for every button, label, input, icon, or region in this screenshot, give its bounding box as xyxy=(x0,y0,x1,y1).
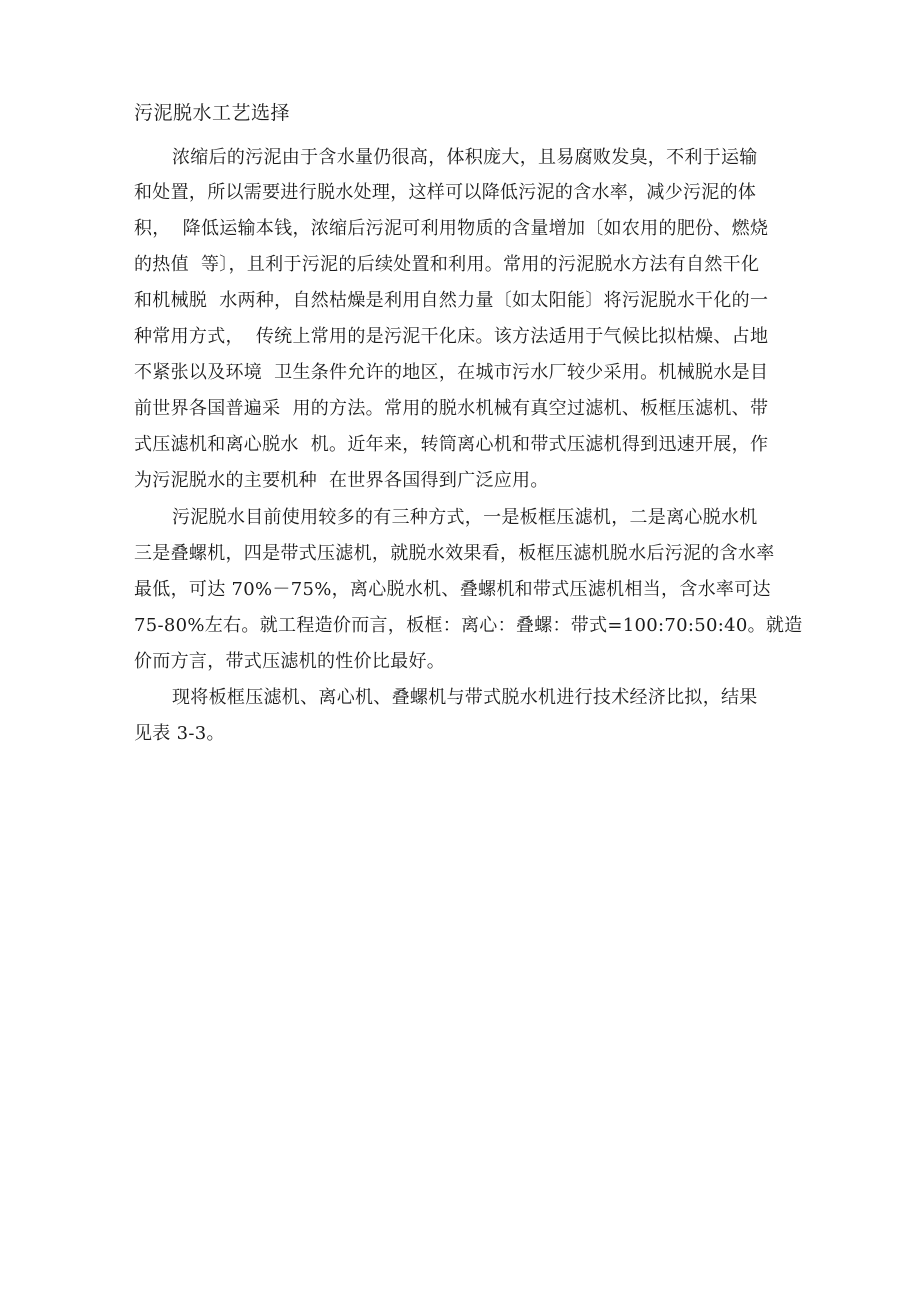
paragraph-1-line-3: 积， 降低运输本钱，浓缩后污泥可利用物质的含量增加〔如农用的肥份、燃烧 xyxy=(134,218,769,239)
document-title: 污泥脱水工艺选择 xyxy=(134,102,291,124)
paragraph-1-line-7: 不紧张以及环境 卫生条件允许的地区，在城市污水厂较少采用。机械脱水是目 xyxy=(134,362,769,383)
paragraph-1-line-2: 和处置，所以需要进行脱水处理，这样可以降低污泥的含水率，减少污泥的体 xyxy=(134,182,757,203)
paragraph-3-line-1: 现将板框压滤机、离心机、叠螺机与带式脱水机进行技术经济比拟，结果 xyxy=(172,687,758,708)
paragraph-3-line-2: 见表 3-3。 xyxy=(134,723,225,744)
paragraph-2-line-5: 价而方言，带式压滤机的性价比最好。 xyxy=(134,651,446,672)
paragraph-1-line-8: 前世界各国普遍采 用的方法。常用的脱水机械有真空过滤机、板框压滤机、带 xyxy=(134,398,769,419)
paragraph-1-line-5: 和机械脱 水两种，自然枯燥是利用自然力量〔如太阳能〕将污泥脱水干化的一 xyxy=(134,290,769,311)
paragraph-2-line-4: 75-80%左右。就工程造价而言，板框：离心：叠螺：带式=100:70:50:40。就造 xyxy=(134,615,803,636)
paragraph-1-line-10: 为污泥脱水的主要机种 在世界各国得到广泛应用。 xyxy=(134,470,549,491)
paragraph-2-line-1: 污泥脱水目前使用较多的有三种方式，一是板框压滤机，二是离心脱水机 xyxy=(172,507,758,528)
paragraph-1-line-6: 种常用方式， 传统上常用的是污泥干化床。该方法适用于气候比拟枯燥、占地 xyxy=(134,326,769,347)
paragraph-1-line-1: 浓缩后的污泥由于含水量仍很高，体积庞大，且易腐败发臭，不利于运输 xyxy=(172,147,758,168)
paragraph-1-line-4: 的热值 等〕，且利于污泥的后续处置和利用。常用的污泥脱水方法有自然干化 xyxy=(134,254,760,275)
paragraph-2-line-2: 三是叠螺机，四是带式压滤机，就脱水效果看，板框压滤机脱水后污泥的含水率 xyxy=(134,543,775,564)
paragraph-2-line-3: 最低，可达 70%－75%，离心脱水机、叠螺机和带式压滤机相当，含水率可达 xyxy=(134,579,771,600)
paragraph-1-line-9: 式压滤机和离心脱水 机。近年来，转筒离心机和带式压滤机得到迅速开展，作 xyxy=(134,434,769,455)
